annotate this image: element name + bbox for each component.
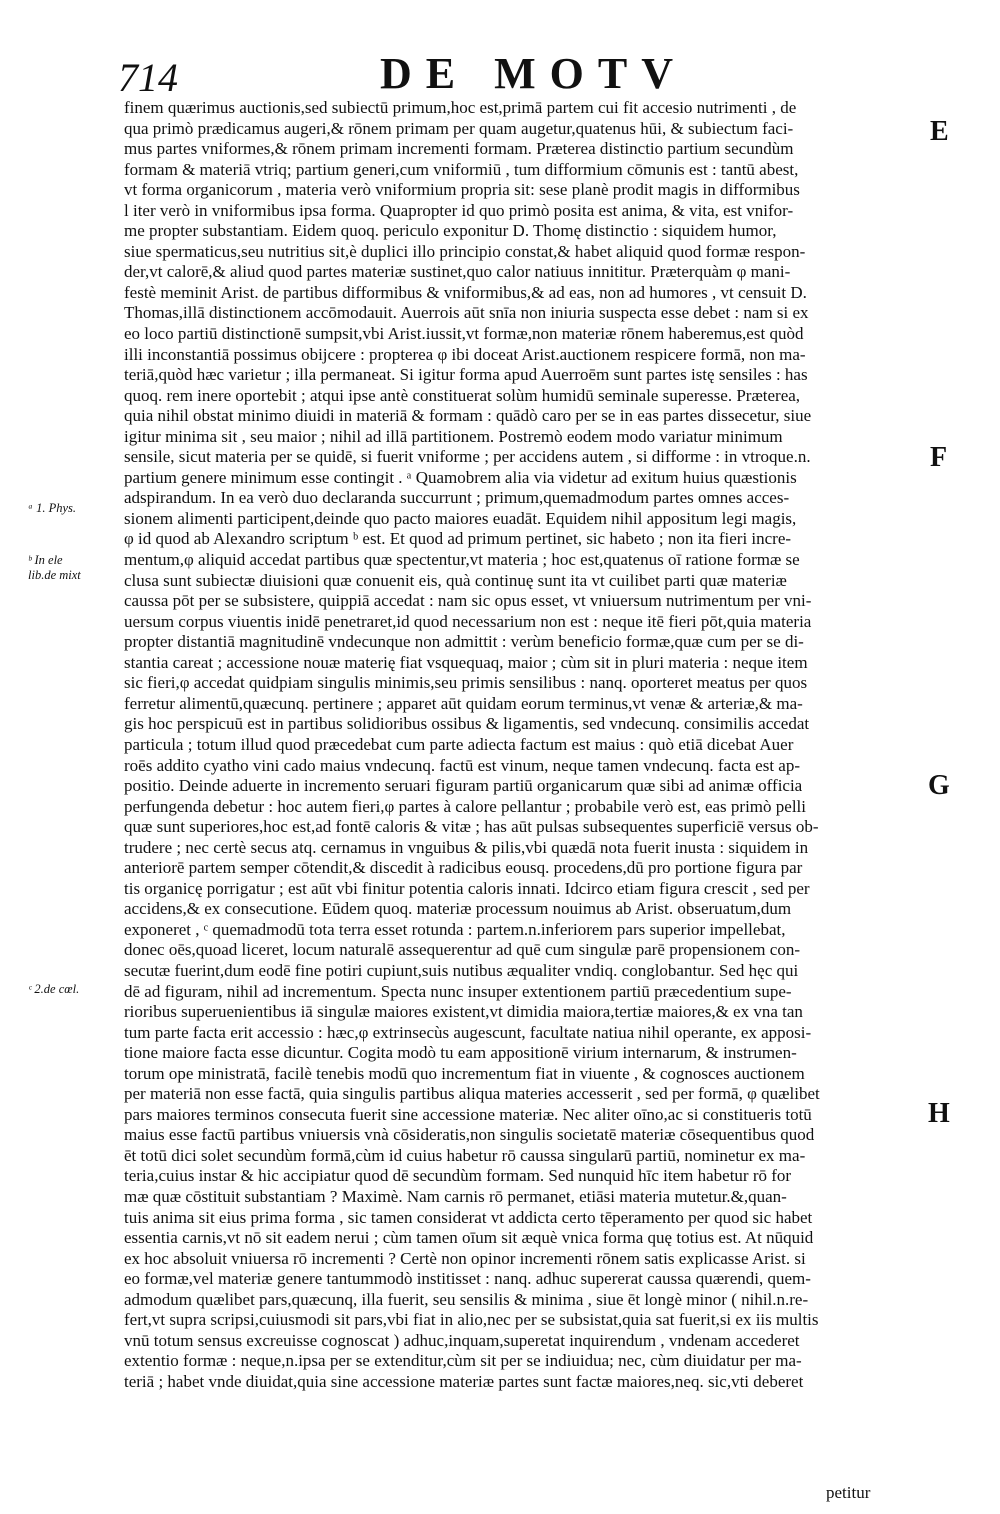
catchword: petitur [826,1483,871,1502]
text-line: uersum corpus viuentis inidē penetraret,id quod necessarium non est : neque itē fieri pōt,quia materia [124,611,812,631]
text-line: exponeret , ᶜ quemadmodū tota terra esset rotunda : partem.n.inferiorem pars superior impellebat, [124,919,786,939]
text-line: admodum quælibet pars,quæcunq, illa fuerit, seu sensilis & minima , siue ēt longè minor ( nihil.n.re- [124,1289,809,1309]
text-line: igitur minima sit , seu maior ; nihil ad illā partitionem. Postremò eodem modo variatur minimum [124,426,783,446]
text-line: caussa pōt per se subsistere, quippiā accedat : nam sic opus esset, vt vniuersum nutrimentum per vni- [124,591,812,611]
text-line: perfungenda debetur : hoc autem fieri,φ partes à calore pellantur ; probabile verò est, eas primò pelli [124,796,806,816]
margin-note-c: ᶜ 2.de cœl. [28,982,80,996]
text-line: per materiā non esse factā, quia singulis partibus aliqua materies accesserit , sed per formā, φ quælibet [124,1084,820,1104]
text-line: teriā ; habet vnde diuidat,quia sine accessione materiæ partes sunt factæ maiores,neq. sic,vti deberet [124,1371,804,1391]
text-line: tione maiore facta esse dicuntur. Cogita modò tu eam appositionē virium internarum, & instrumen- [124,1043,797,1063]
text-line: positio. Deinde aduerte in incremento seruari figuram partiū organicarum quæ sibi ad animæ officia [124,776,803,796]
text-line: stantia careat ; accessione nouæ materię fiat vsquequaq, maior ; cùm sit in pluri materia : neque item [124,652,808,672]
text-line: quoq. rem inere oportebit ; atqui ipse antè constituerat solùm humidū seminale superesse. Præterea, [124,385,801,405]
text-line: der,vt calorē,& aliud quod partes materiæ sustinet,quo calor natiuus innititur. Præterquàm φ mani- [124,262,791,282]
text-line: vt forma organicorum , materia verò vniformium propria sit: sese planè prodit magis in difformibus [124,180,800,200]
text-line: mus partes vniformes,& rōnem primam incrementi formam. Præterea distinctio partium secundùm [124,139,794,159]
text-line: illi inconstantiā possimus obijcere : propterea φ ibi doceat Arist.auctionem respicere formā, non ma- [124,344,806,364]
text-line: anteriorē partem semper cōtendit,& discedit à radicibus eousq. procedens,dū pro portione figura par [124,858,803,878]
text-line: rioribus superuenientibus iā singulæ maiores existent,vt dimidia maiora,tertiæ maiores,& ex vna tan [124,1002,803,1022]
margin-letter-g: G [928,770,950,801]
text-line: mæ quæ cōstituit substantiam ? Maximè. Nam carnis rō permanet, etiāsi materia mutetur.&,quan- [124,1186,787,1206]
text-line: siue spermaticus,seu nutritius sit,è duplici illo principio constat,& habet aliquid quod formæ respon- [124,241,806,261]
text-line: Thomas,illā distinctionem accōmodauit. Auerrois aūt snīa non iniuria suspecta esse debet : nam si ex [124,303,809,323]
margin-letter-h: H [928,1098,950,1129]
text-line: sensile, sicut materia per se quidē, si fuerit vniforme ; per accidens autem , si difforme : in vtroque.n. [124,447,811,467]
text-line: ēt totū dici solet secundùm formā,cùm id cuius habetur rō caussa singularū partiū, nominetur ex ma- [124,1145,806,1165]
text-line: teria,cuius instar & hic accipiatur quod dē secundùm formam. Sed nunquid hīc item habetur rō for [124,1166,792,1186]
text-line: gis hoc perspicuū est in partibus solidioribus ossibus & ligamentis, sed vndecunq. consimilis accedat [124,714,810,734]
text-line: torum ope ministratā, facilè tenebis modū quo incrementum fiat in viuente , & cognosces auctionem [124,1063,805,1083]
text-line: roēs addito cyatho vini cado maius vndecunq. factū est vinum, neque tamen vndecunq. facta est ap- [124,755,800,775]
text-line: mentum,φ aliquid accedat partibus quæ spectentur,vt materia ; hoc est,quatenus oī ratione formæ se [124,550,800,570]
text-line: qua primò prædicamus augeri,& rōnem primam per quam augetur,quatenus hūi, & subiectum faci- [124,118,794,138]
text-line: clusa sunt subiectæ diuisioni quæ conuenit eis, quà continuę sunt ita vt cuilibet parti quæ materiæ [124,570,787,590]
text-line: eo loco partiū distinctionē sumpsit,vbi Arist.iussit,vt formæ,non materiæ rōnem haberemus,est quòd [124,324,804,344]
text-line: φ id quod ab Alexandro scriptum ᵇ est. Et quod ad primum pertinet, sic habeto ; non ita fieri incre- [124,529,792,549]
margin-letter-e: E [930,116,949,147]
text-line: secutæ fuerint,dum eodē fine potiri cupiunt,suis nutibus æqualiter vndiq. conglobantur. Sed hęc qui [124,960,799,980]
text-line: vnū totum sensus excreuisse cognoscat ) adhuc,inquam,superetat inquirendum , vndenam accederet [124,1330,800,1350]
text-line: l iter verò in vniformibus ipsa forma. Quapropter id quo primò posita est anima, & vita, est vnifor- [124,200,794,220]
text-line: propter distantiā magnitudinē vndecunque non admittit : verùm beneficio formæ,quæ cum per se di- [124,632,804,652]
running-title: DE MOTV [380,49,687,98]
text-line: trudere ; nec certè secus atq. cernamus in vnguibus & pilis,vbi quædā nota fuerit inusta : siquidem in [124,837,809,857]
text-line: fert,vt supra scripsi,cuiusmodi sit pars,vbi fiat in alio,nec per se subsistat,quia sat fuerit,si ex iis multis [124,1310,819,1330]
body-text [124,98,920,1392]
margin-note-b-line2: lib.de mixt [28,568,81,582]
text-line: me propter substantiam. Eidem quoq. periculo exponitur D. Thomę distinctio : siquidem humor, [124,221,777,241]
text-line: ferretur alimentū,quæcunq. pertinere ; apparet aūt quidam eorum terminus,vt venæ & arteriæ,& ma- [124,693,803,713]
text-line: donec oēs,quoad liceret, locum naturalē assequerentur ad quē cum singulæ parē propensionem con- [124,940,800,960]
text-line: tis organicę porrigatur ; est aūt vbi finitur potentia caloris innati. Idcirco etiam figura crescit , sed per [124,878,810,898]
text-line: quæ sunt superiores,hoc est,ad fontē caloris & vitæ ; has aūt pulsas subsequentes superficiē versus ob- [124,817,819,837]
text-line: quia nihil obstat minimo diuidi in materiā & formam : quādò caro per se in eas partes dissecetur, siue [124,406,812,426]
text-line: formam & materiā vtriq; partium generi,cum vniformiū , tum difformium cōmunis est : tantū abest, [124,159,799,179]
text-line: sionem alimenti participent,deinde quo pacto maiores euadāt. Equidem nihil appositum legi magis, [124,508,797,528]
text-line: extentio formæ : neque,n.ipsa per se extenditur,cùm sit per se indiuidua; nec, cùm diuidatur per ma- [124,1351,802,1371]
text-line: essentia carnis,vt nō sit eadem nerui ; cùm tamen oīum sit æquè vnica forma quę totius est. At nūquid [124,1228,814,1248]
text-line: pars maiores terminos consecuta fuerit sine accessione materiæ. Nec aliter oīno,ac si constitueris totū [124,1104,812,1124]
text-line: festè meminit Arist. de partibus difformibus & vniformibus,& ad eas, non ad humores , vt censuit D. [124,282,807,302]
text-line: dē ad figuram, nihil ad incrementum. Specta nunc insuper extentionem partiū præcedentium supe- [124,981,792,1001]
margin-note-b-line1: ᵇ In ele [28,553,63,567]
text-line: eo formæ,vel materiæ genere tantummodò institisset : nanq. adhuc supererat caussa quærendi, quem- [124,1269,811,1289]
margin-letter-f: F [930,442,948,473]
page-number: 714 [118,55,178,100]
text-line: teriā,quòd hæc varietur ; illa permaneat. Si igitur forma apud Auerroēm sunt partes istę sensiles : has [124,365,808,385]
text-line: particula ; totum illud quod præcedebat cum parte adiecta factum est maius : quò etiā dicebat Auer [124,734,794,754]
text-line: partium genere minimum esse contingit . ᵃ Quamobrem alia via videtur ad exitum huius quæstionis [124,467,797,487]
text-line: tum parte facta erit accessio : hæc,φ extrinsecùs augescunt, facultate natiua nihil operante, ex apposi- [124,1022,812,1042]
text-line: adspirandum. In ea verò duo declaranda succurrunt ; primum,quemadmodum partes omnes acces- [124,488,790,508]
text-line: accidens,& ex consecutione. Eūdem quoq. materiæ processum nouimus ab Arist. obseruatum,dum [124,899,792,919]
margin-note-a: ᵃ 1. Phys. [28,501,77,515]
text-line: finem quærimus auctionis,sed subiectū primum,hoc est,primā partem cui fit accesio nutrimenti , de [124,98,797,117]
text-line: sic fieri,φ accedat quidpiam singulis minimis,seu primis sensilibus : nanq. oporteret meatus per quos [124,673,808,693]
text-line: maius esse factū partibus vniuersis vnà cōsideratis,non singulis societatē materiæ cōsequentibus quod [124,1125,815,1145]
text-line: ex hoc absoluit vniuersa rō incrementi ? Certè non opinor incrementi rōnem satis explicasse Arist. si [124,1248,806,1268]
text-line: tuis anima sit eius prima forma , sic tamen considerat vt addicta certo tēperamento per quod sic habet [124,1207,813,1227]
